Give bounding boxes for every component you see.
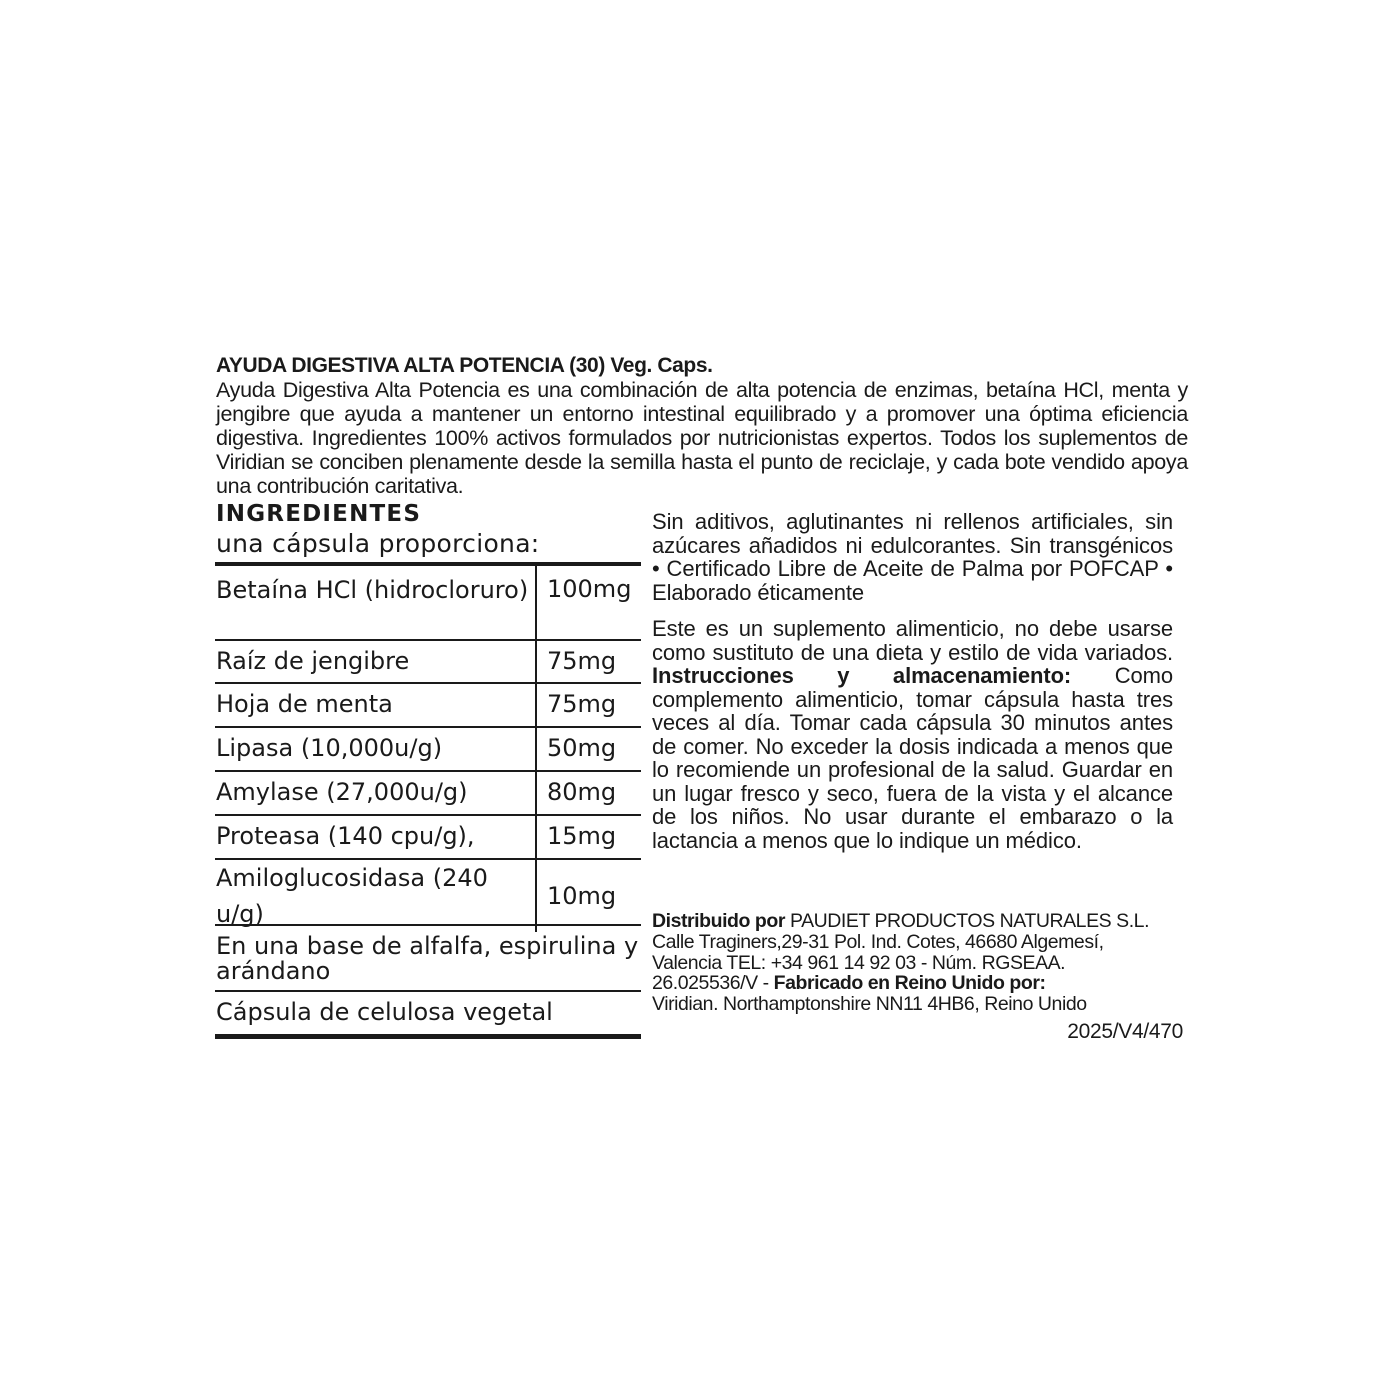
table-row: [215, 772, 641, 816]
ingredient-name: Hoja de menta: [215, 684, 537, 726]
ingredient-name: Raíz de jengibre: [215, 641, 537, 682]
table-row: [215, 684, 641, 728]
ingredient-amount: 80mg: [547, 778, 617, 806]
free-from-claims: Sin aditivos, aglutinantes ni rellenos artificiales, sin azúcares añadidos ni edulcorantes. Sin transgénicos • Certificado Libre de Aceite de Palma por POFCAP • Elaborado éticamente: [652, 509, 1173, 605]
ingredients-table: [215, 562, 641, 932]
ingredients-heading: INGREDIENTES: [216, 501, 422, 527]
ingredient-name: Lipasa (10,000u/g): [215, 728, 537, 770]
ingredient-name: Proteasa (140 cpu/g),: [215, 816, 537, 858]
ingredient-amount: 50mg: [547, 734, 617, 762]
ingredient-amount: 75mg: [547, 647, 617, 675]
distributor-label: Distribuido por: [652, 910, 785, 932]
ingredients-base: En una base de alfalfa, espirulina y arándano: [215, 924, 641, 992]
ingredient-amount: 15mg: [547, 822, 617, 850]
distributor-contact: Valencia TEL: +34 961 14 92 03 - Núm. RGSEAA.: [652, 951, 1066, 974]
ingredient-name: Amiloglucosidasa (240 u/g): [215, 860, 537, 932]
instructions-label: Instrucciones y almacenamiento:: [652, 663, 1072, 688]
ingredient-amount: 75mg: [547, 690, 617, 718]
instructions-text: Como complemento alimenticio, tomar cápsula hasta tres veces al día. Tomar cada cápsula 30 minutos antes de comer. No exceder la dosis indicada a menos que lo recomiende un profesional de la salud. Guardar en un lugar fresco y seco, fuera de la vista y el alcance de los niños. No usar durante el embarazo o la lactancia a menos que lo indique un médico.: [652, 663, 1173, 853]
ingredient-name: Amylase (27,000u/g): [215, 772, 537, 814]
product-title: AYUDA DIGESTIVA ALTA POTENCIA (30) Veg. Caps.: [216, 354, 713, 377]
distributor-info: [652, 911, 1192, 1015]
product-description: Ayuda Digestiva Alta Potencia es una combinación de alta potencia de enzimas, betaína HCl, menta y jengibre que ayuda a mantener un entorno intestinal equilibrado y a promover una óptima eficiencia digestiva. Ingredientes 100% activos formulados por nutricionistas expertos. Todos los suplementos de Viridian se conciben plenamente desde la semilla hasta el punto de reciclaje, y cada bote vendido apoya una contribución caritativa.: [216, 378, 1188, 498]
ingredient-amount: 100mg: [547, 575, 632, 603]
distributor-company: PAUDIET PRODUCTOS NATURALES S.L.: [789, 910, 1150, 932]
manufacturer-label: Fabricado en Reino Unido por:: [773, 972, 1046, 995]
batch-code: 2025/V4/470: [1067, 1020, 1183, 1043]
table-row: [215, 860, 641, 932]
ingredient-amount: 10mg: [547, 882, 617, 910]
supplement-notice: Este es un suplemento alimenticio, no debe usarse como sustituto de una dieta y estilo de vida variados.: [652, 616, 1173, 665]
manufacturer-address: Viridian. Northamptonshire NN11 4HB6, Reino Unido: [652, 993, 1087, 1016]
table-row: [215, 728, 641, 772]
table-row: [215, 641, 641, 684]
table-row: [215, 566, 641, 641]
ingredient-name: Betaína HCl (hidrocloruro): [215, 566, 537, 639]
distributor-address: Calle Traginers,29-31 Pol. Ind. Cotes, 46680 Algemesí,: [652, 930, 1104, 953]
registry-number: 26.025536/V -: [652, 972, 774, 995]
ingredients-subheading: una cápsula proporciona:: [216, 529, 540, 558]
usage-instructions: [652, 617, 1173, 852]
capsule-material: Cápsula de celulosa vegetal: [215, 993, 641, 1039]
table-row: [215, 816, 641, 860]
